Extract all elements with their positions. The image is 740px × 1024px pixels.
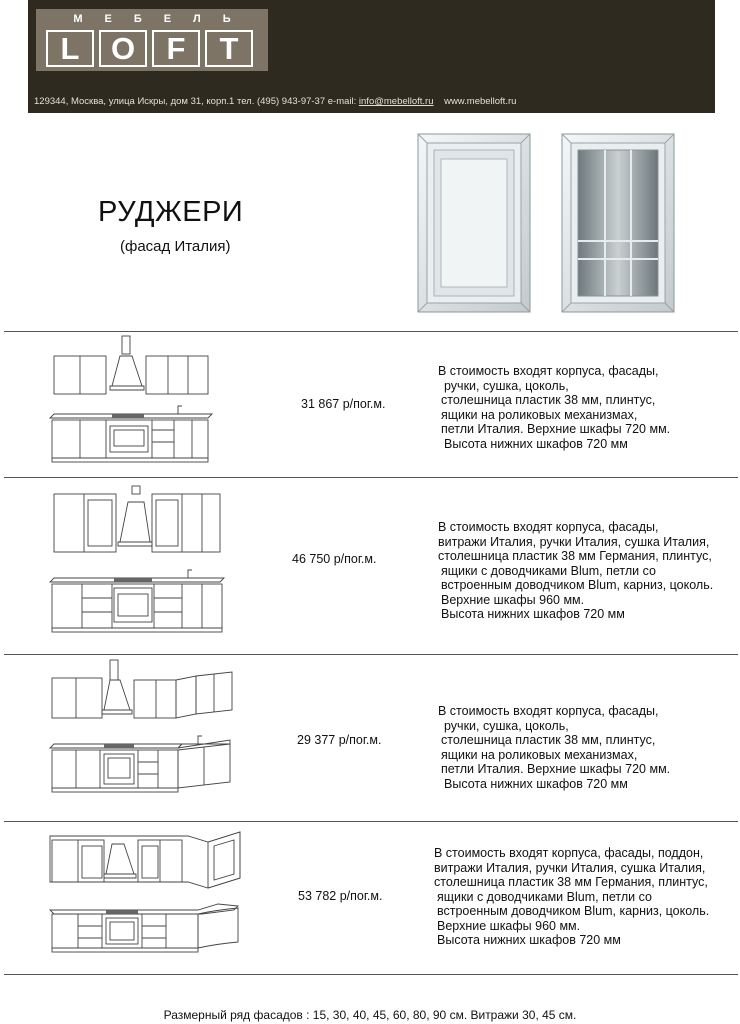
description-line: столешница пластик 38 мм Германия, плинтус, (434, 875, 708, 889)
description-line: Высота нижних шкафов 720 мм (437, 933, 621, 947)
description-block (438, 704, 670, 791)
contact-line (34, 96, 516, 107)
brand-logo[interactable] (36, 9, 268, 71)
description-line: В стоимость входят корпуса, фасады, (438, 704, 659, 718)
description-line: встроенным доводчиком Blum, карниз, цоколь. (437, 904, 710, 918)
divider (4, 974, 738, 975)
solid-facade-image (417, 133, 531, 313)
product-subtitle: (фасад Италия) (120, 238, 231, 255)
description-block (438, 364, 670, 451)
brand-letter: T (205, 30, 253, 67)
brand-letters (46, 30, 253, 67)
divider (4, 654, 738, 655)
description-line: ящики на роликовых механизмах, (441, 747, 638, 762)
description-line: столешница пластик 38 мм, плинтус, (441, 733, 656, 747)
facade-sizes-footer: Размерный ряд фасадов : 15, 30, 40, 45, 60, 80, 90 см. Витражи 30, 45 см. (163, 1008, 577, 1022)
kitchen-drawing-corner-glass (48, 826, 244, 958)
product-title: РУДЖЕРИ (98, 196, 244, 228)
header-banner (28, 0, 715, 113)
brand-letter: O (99, 30, 147, 67)
price-label: 31 867 р/пог.м. (301, 397, 386, 411)
description-line: витражи Италия, ручки Италия, сушка Италия, (438, 534, 710, 549)
brand-letter: F (152, 30, 200, 67)
brand-tagline: МЕБЕЛЬ (73, 13, 253, 25)
description-line: встроенным доводчиком Blum, карниз, цоколь. (441, 578, 714, 592)
divider (4, 477, 738, 478)
description-block (438, 520, 713, 622)
description-line: столешница пластик 38 мм, плинтус, (441, 393, 656, 407)
description-line: витражи Италия, ручки Италия, сушка Италия, (434, 860, 706, 875)
divider (4, 331, 738, 332)
description-line: столешница пластик 38 мм Германия, плинтус, (438, 549, 712, 563)
description-line: Верхние шкафы 960 мм. (437, 918, 581, 933)
description-line: Высота нижних шкафов 720 мм (444, 436, 628, 451)
description-line: петли Италия. Верхние шкафы 720 мм. (441, 422, 671, 436)
description-line: Высота нижних шкафов 720 мм (444, 776, 628, 791)
description-line: ручки, сушка, цоколь, (444, 718, 569, 733)
price-label: 29 377 р/пог.м. (297, 733, 382, 747)
description-block (434, 846, 709, 948)
price-label: 46 750 р/пог.м. (292, 552, 377, 566)
kitchen-drawing-straight-glass (48, 484, 228, 644)
description-line: ручки, сушка, цоколь, (444, 378, 569, 393)
brand-letter: L (46, 30, 94, 67)
kitchen-drawing-straight (48, 334, 216, 466)
description-line: Верхние шкафы 960 мм. (441, 592, 585, 607)
email-link[interactable]: info@mebelloft.ru (358, 96, 434, 107)
description-line: В стоимость входят корпуса, фасады, (438, 364, 659, 378)
description-line: ящики на роликовых механизмах, (441, 407, 638, 422)
description-line: Высота нижних шкафов 720 мм (441, 607, 625, 621)
description-line: ящики с доводчиками Blum, петли со (441, 563, 656, 578)
kitchen-drawing-corner (48, 658, 238, 804)
description-line: В стоимость входят корпуса, фасады, поддон, (434, 846, 704, 860)
divider (4, 821, 738, 822)
description-line: В стоимость входят корпуса, фасады, (438, 520, 659, 534)
glass-facade-image (561, 133, 675, 313)
description-line: петли Италия. Верхние шкафы 720 мм. (441, 762, 671, 776)
price-label: 53 782 р/пог.м. (298, 889, 383, 903)
website-link[interactable]: www.mebelloft.ru (444, 96, 517, 107)
description-line: ящики с доводчиками Blum, петли со (437, 889, 652, 904)
address-text: 129344, Москва, улица Искры, дом 31, корп.1 тел. (495) 943-97-37 e-mail: (34, 96, 357, 107)
